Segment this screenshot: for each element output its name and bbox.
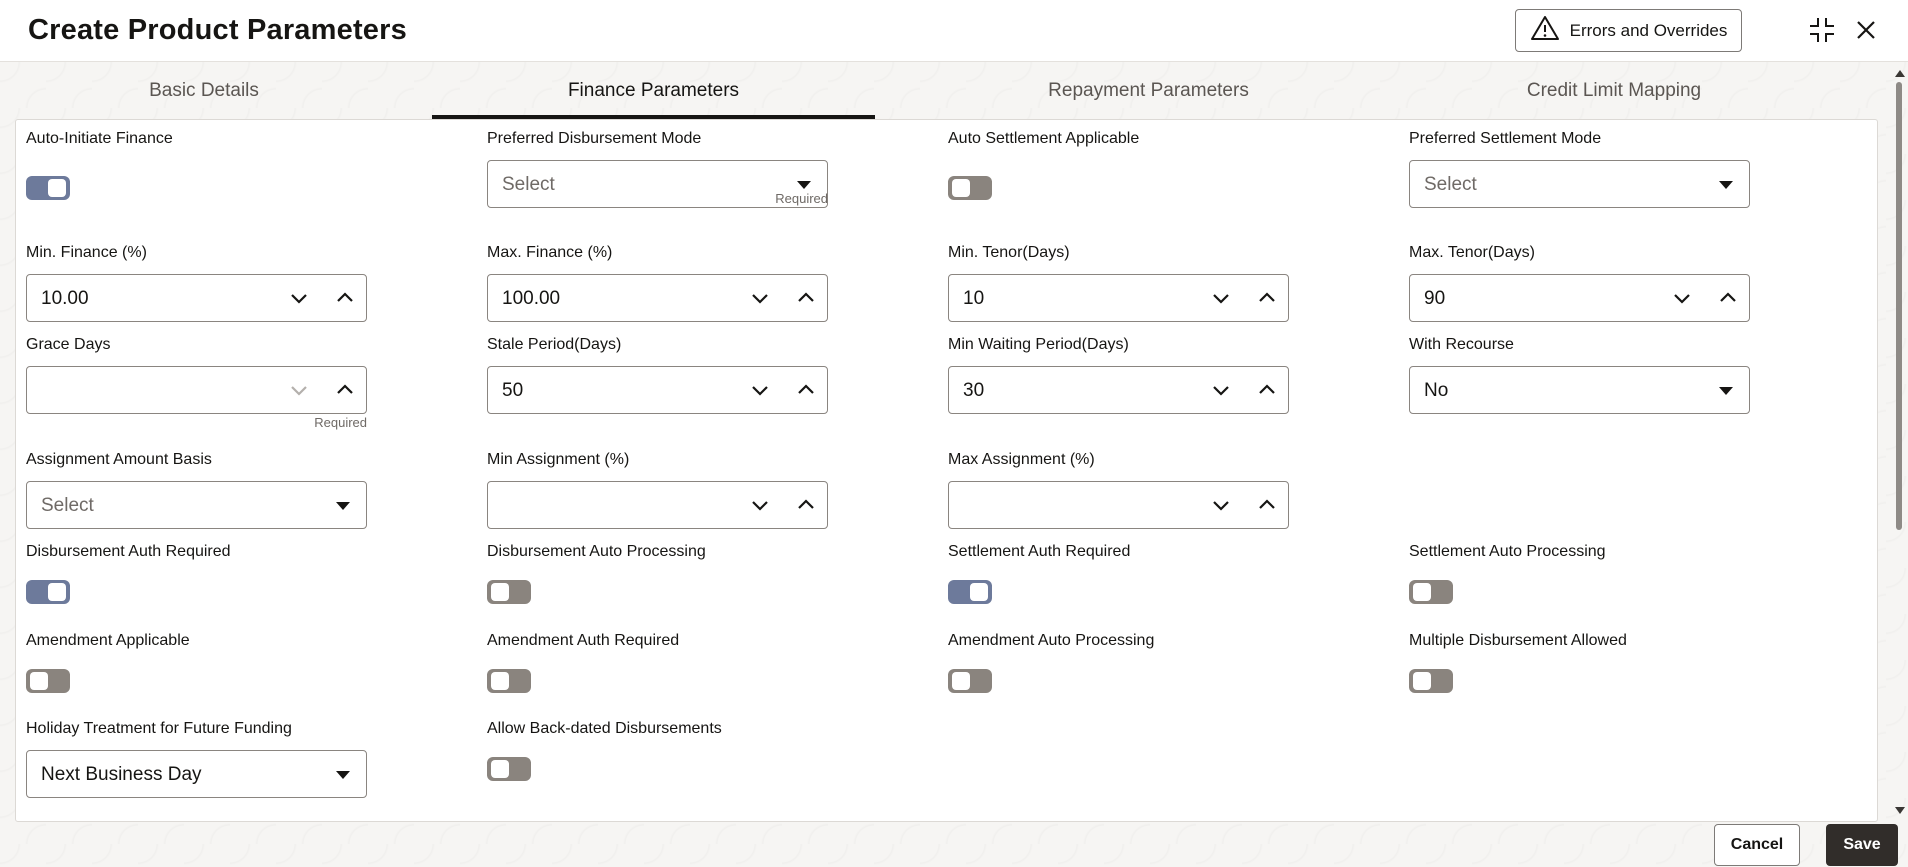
settlement-auth-required-toggle[interactable] bbox=[948, 580, 992, 604]
field-label: Assignment Amount Basis bbox=[26, 451, 212, 468]
select-placeholder: Select bbox=[41, 495, 94, 516]
stale-period-field bbox=[487, 336, 828, 416]
field-label: Allow Back-dated Disbursements bbox=[487, 720, 722, 737]
amendment-auth-required-field bbox=[487, 632, 828, 692]
scroll-down-arrow-icon[interactable] bbox=[1895, 807, 1905, 814]
dropdown-caret-icon bbox=[336, 771, 350, 779]
chevron-up-icon[interactable] bbox=[795, 494, 817, 516]
min-waiting-period-input[interactable] bbox=[948, 366, 1289, 414]
tab-basic-details[interactable]: Basic Details bbox=[149, 79, 259, 101]
field-label: Disbursement Auto Processing bbox=[487, 543, 706, 560]
input-value: 30 bbox=[963, 380, 985, 401]
disbursement-auto-processing-toggle[interactable] bbox=[487, 580, 531, 604]
chevron-up-icon[interactable] bbox=[1717, 287, 1739, 309]
amendment-auth-required-toggle[interactable] bbox=[487, 669, 531, 693]
chevron-down-icon[interactable] bbox=[288, 287, 310, 309]
select-value: Next Business Day bbox=[41, 764, 202, 785]
max-finance-input[interactable] bbox=[487, 274, 828, 322]
disbursement-auth-required-toggle[interactable] bbox=[26, 580, 70, 604]
vertical-scrollbar[interactable] bbox=[1893, 68, 1905, 816]
with-recourse-select[interactable] bbox=[1409, 366, 1750, 414]
dialog-header bbox=[0, 0, 1908, 62]
collapse-icon[interactable] bbox=[1806, 14, 1838, 46]
with-recourse-field bbox=[1409, 336, 1750, 416]
chevron-up-icon[interactable] bbox=[334, 287, 356, 309]
amendment-auto-processing-field bbox=[948, 632, 1289, 692]
min-finance-input[interactable] bbox=[26, 274, 367, 322]
required-hint: Required bbox=[314, 415, 367, 430]
errors-and-overrides-button[interactable] bbox=[1515, 9, 1742, 52]
settlement-auto-processing-toggle[interactable] bbox=[1409, 580, 1453, 604]
preferred-settlement-mode-field bbox=[1409, 130, 1750, 210]
amendment-applicable-toggle[interactable] bbox=[26, 669, 70, 693]
auto-settlement-applicable-toggle[interactable] bbox=[948, 176, 992, 200]
preferred-settlement-mode-select[interactable] bbox=[1409, 160, 1750, 208]
chevron-down-icon[interactable] bbox=[1210, 379, 1232, 401]
dropdown-caret-icon bbox=[1719, 387, 1733, 395]
settlement-auth-required-field bbox=[948, 543, 1289, 603]
chevron-down-icon[interactable] bbox=[749, 379, 771, 401]
min-assignment-field bbox=[487, 451, 828, 531]
save-button[interactable]: Save bbox=[1826, 824, 1898, 866]
field-label: Min. Tenor(Days) bbox=[948, 244, 1070, 261]
grace-days-input[interactable] bbox=[26, 366, 367, 414]
required-hint: Required bbox=[775, 191, 828, 206]
stale-period-input[interactable] bbox=[487, 366, 828, 414]
disbursement-auth-required-field bbox=[26, 543, 367, 603]
allow-backdated-disbursements-toggle[interactable] bbox=[487, 757, 531, 781]
dropdown-caret-icon bbox=[1719, 181, 1733, 189]
chevron-down-icon bbox=[288, 379, 310, 401]
min-tenor-field bbox=[948, 244, 1289, 324]
errors-and-overrides-label: Errors and Overrides bbox=[1569, 20, 1728, 40]
chevron-down-icon[interactable] bbox=[1210, 494, 1232, 516]
chevron-up-icon[interactable] bbox=[334, 379, 356, 401]
field-label: Amendment Applicable bbox=[26, 632, 190, 649]
close-icon[interactable] bbox=[1850, 14, 1882, 46]
auto-initiate-finance-field bbox=[26, 130, 367, 190]
auto-settlement-applicable-field bbox=[948, 130, 1289, 190]
scroll-thumb[interactable] bbox=[1896, 82, 1902, 530]
finance-parameters-panel bbox=[15, 119, 1878, 822]
min-waiting-period-field bbox=[948, 336, 1289, 416]
max-assignment-field bbox=[948, 451, 1289, 531]
page-title: Create Product Parameters bbox=[28, 14, 407, 46]
field-label: Preferred Settlement Mode bbox=[1409, 130, 1602, 147]
field-label: Stale Period(Days) bbox=[487, 336, 622, 353]
field-label: Preferred Disbursement Mode bbox=[487, 130, 702, 147]
field-label: Amendment Auth Required bbox=[487, 632, 680, 649]
field-label: Auto Settlement Applicable bbox=[948, 130, 1140, 147]
chevron-down-icon[interactable] bbox=[1671, 287, 1693, 309]
select-value: No bbox=[1424, 380, 1449, 401]
chevron-down-icon[interactable] bbox=[749, 494, 771, 516]
chevron-up-icon[interactable] bbox=[795, 379, 817, 401]
field-label: Multiple Disbursement Allowed bbox=[1409, 632, 1627, 649]
input-value: 10 bbox=[963, 288, 985, 309]
input-value: 50 bbox=[502, 380, 524, 401]
cancel-button[interactable]: Cancel bbox=[1714, 824, 1800, 866]
field-label: With Recourse bbox=[1409, 336, 1514, 353]
min-assignment-input[interactable] bbox=[487, 481, 828, 529]
chevron-up-icon[interactable] bbox=[1256, 494, 1278, 516]
assignment-amount-basis-field bbox=[26, 451, 367, 531]
max-finance-field bbox=[487, 244, 828, 324]
field-label: Holiday Treatment for Future Funding bbox=[26, 720, 292, 737]
disbursement-auto-processing-field bbox=[487, 543, 828, 603]
holiday-treatment-field bbox=[26, 720, 367, 800]
tab-credit-limit-mapping[interactable]: Credit Limit Mapping bbox=[1526, 79, 1702, 101]
assignment-amount-basis-select[interactable] bbox=[26, 481, 367, 529]
tab-bar bbox=[0, 62, 1890, 119]
field-label: Grace Days bbox=[26, 336, 111, 353]
tab-repayment-parameters[interactable]: Repayment Parameters bbox=[1048, 79, 1249, 101]
auto-initiate-finance-toggle[interactable] bbox=[26, 176, 70, 200]
field-label: Settlement Auth Required bbox=[948, 543, 1131, 560]
select-placeholder: Select bbox=[1424, 174, 1477, 195]
max-tenor-field bbox=[1409, 244, 1750, 324]
dropdown-caret-icon bbox=[336, 502, 350, 510]
dropdown-caret-icon bbox=[797, 181, 811, 189]
chevron-up-icon[interactable] bbox=[795, 287, 817, 309]
max-tenor-input[interactable] bbox=[1409, 274, 1750, 322]
field-label: Min. Finance (%) bbox=[26, 244, 147, 261]
amendment-applicable-field bbox=[26, 632, 367, 692]
input-value: 100.00 bbox=[502, 288, 561, 309]
chevron-down-icon[interactable] bbox=[1210, 287, 1232, 309]
input-value: 10.00 bbox=[41, 288, 89, 309]
input-value: 90 bbox=[1424, 288, 1446, 309]
max-assignment-input[interactable] bbox=[948, 481, 1289, 529]
field-label: Max. Tenor(Days) bbox=[1409, 244, 1535, 261]
grace-days-field bbox=[26, 336, 367, 436]
settlement-auto-processing-field bbox=[1409, 543, 1750, 603]
min-finance-field bbox=[26, 244, 367, 324]
multiple-disbursement-allowed-field bbox=[1409, 632, 1750, 692]
field-label: Max Assignment (%) bbox=[948, 451, 1095, 468]
allow-backdated-disbursements-field bbox=[487, 720, 828, 780]
select-placeholder: Select bbox=[502, 174, 555, 195]
field-label: Auto-Initiate Finance bbox=[26, 130, 173, 147]
field-label: Min Assignment (%) bbox=[487, 451, 630, 468]
tab-finance-parameters[interactable]: Finance Parameters bbox=[432, 62, 875, 119]
chevron-up-icon[interactable] bbox=[1256, 287, 1278, 309]
multiple-disbursement-allowed-toggle[interactable] bbox=[1409, 669, 1453, 693]
min-tenor-input[interactable] bbox=[948, 274, 1289, 322]
field-label: Settlement Auto Processing bbox=[1409, 543, 1606, 560]
field-label: Min Waiting Period(Days) bbox=[948, 336, 1129, 353]
field-label: Disbursement Auth Required bbox=[26, 543, 231, 560]
amendment-auto-processing-toggle[interactable] bbox=[948, 669, 992, 693]
chevron-down-icon[interactable] bbox=[749, 287, 771, 309]
field-label: Max. Finance (%) bbox=[487, 244, 613, 261]
preferred-disbursement-mode-field bbox=[487, 130, 828, 230]
scroll-up-arrow-icon[interactable] bbox=[1895, 70, 1905, 77]
field-label: Amendment Auto Processing bbox=[948, 632, 1155, 649]
chevron-up-icon[interactable] bbox=[1256, 379, 1278, 401]
warning-icon bbox=[1530, 14, 1560, 47]
holiday-treatment-select[interactable] bbox=[26, 750, 367, 798]
